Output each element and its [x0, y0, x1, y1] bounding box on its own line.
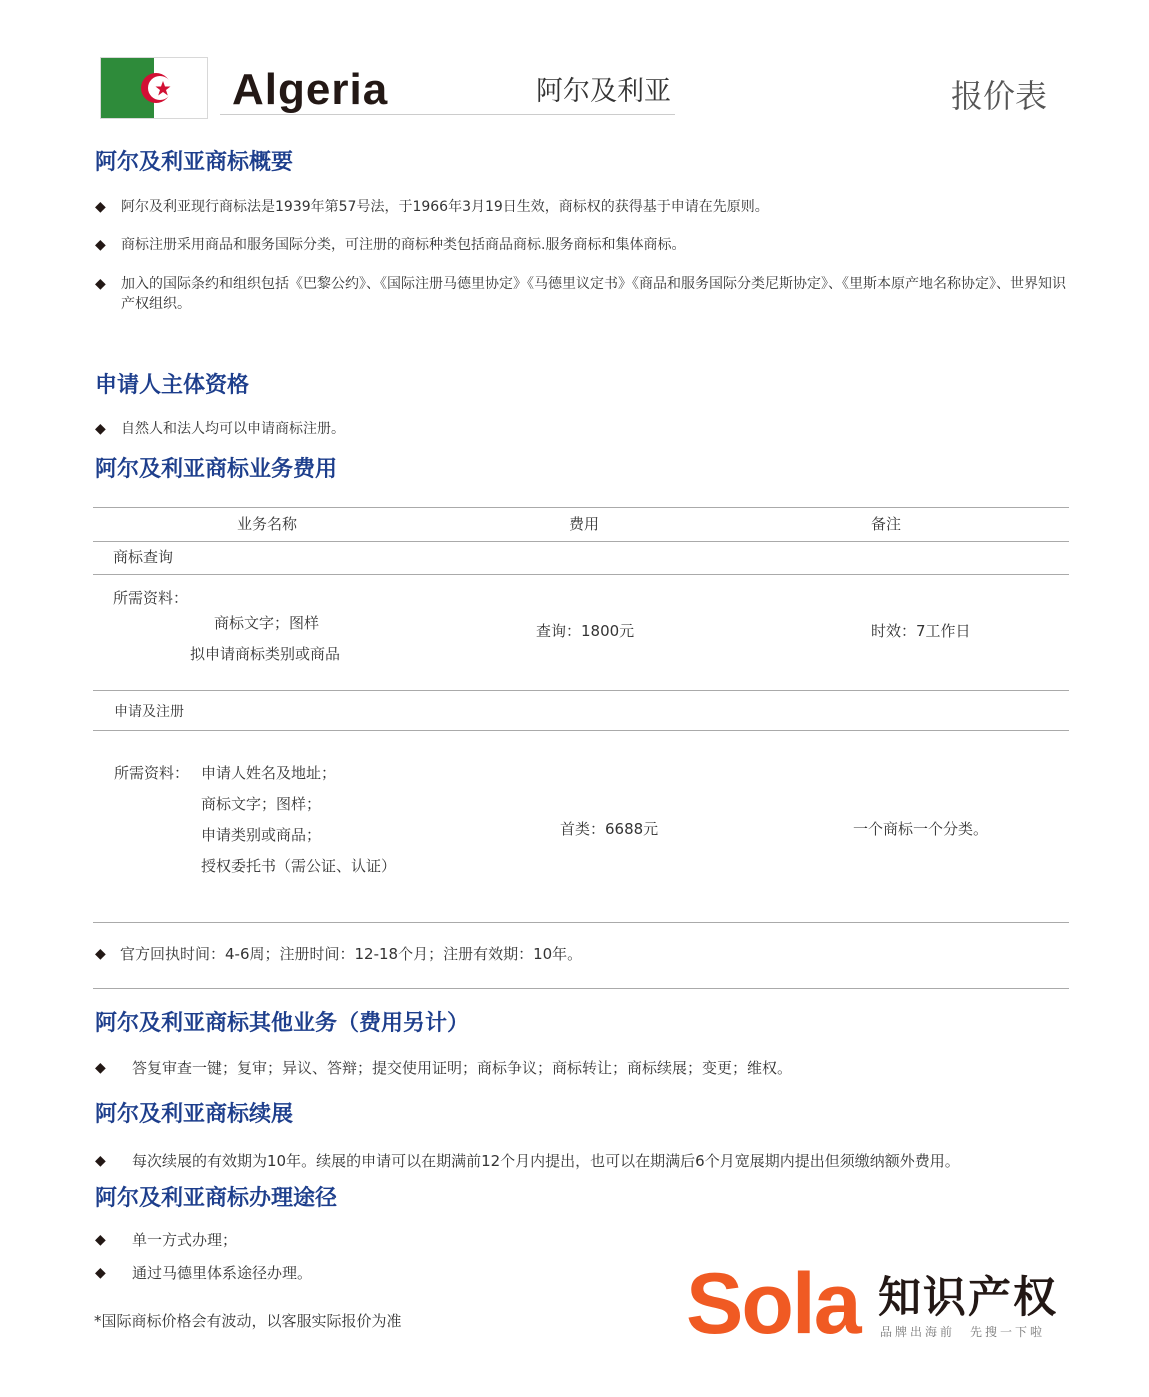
table-top-border [93, 507, 1069, 508]
search-section-title: 商标查询 [113, 548, 174, 566]
renewal-item [95, 1151, 1075, 1171]
routes-item [95, 1230, 1075, 1250]
renewal-heading: 阿尔及利亚商标续展 [95, 1102, 294, 1127]
routes-heading: 阿尔及利亚商标办理途径 [95, 1186, 338, 1211]
table-row-border [93, 730, 1069, 731]
table-header-fee: 费用 [569, 515, 600, 533]
table-header-note: 备注 [871, 515, 902, 533]
search-material-item: 商标文字；图样 [214, 614, 320, 632]
registration-material-item: 商标文字；图样； [201, 795, 322, 813]
logo-wordmark: Sola [686, 1256, 860, 1352]
renewal-text: 每次续展的有效期为10年。续展的申请可以在期满前12个月内提出，也可以在期满后6个月宽展期内提出但须缴纳额外费用。 [132, 1152, 960, 1170]
header-divider [220, 114, 675, 115]
search-note: 时效：7工作日 [871, 622, 971, 640]
bullet-diamond-icon: ◆ [95, 1232, 106, 1248]
timeline-text: 官方回执时间：4-6周；注册时间：12-18个月；注册有效期：10年。 [120, 945, 583, 963]
table-row-border [93, 690, 1069, 691]
document-title: 报价表 [951, 77, 1048, 115]
bullet-diamond-icon: ◆ [95, 946, 106, 962]
overview-item [95, 274, 1070, 314]
overview-item-text: 阿尔及利亚现行商标法是1939年第57号法，于1966年3月19日生效，商标权的获得基于申请在先原则。 [121, 199, 769, 215]
overview-item [95, 197, 1075, 217]
algeria-flag-icon [100, 57, 208, 119]
other-services-item [95, 1058, 1075, 1078]
table-header-border [93, 541, 1069, 542]
country-name-english: Algeria [232, 65, 389, 114]
eligibility-item-text: 自然人和法人均可以申请商标注册。 [121, 421, 345, 437]
timeline-item [95, 944, 1075, 964]
overview-heading: 阿尔及利亚商标概要 [95, 150, 294, 175]
registration-note: 一个商标一个分类。 [853, 820, 989, 838]
table-header-service: 业务名称 [237, 515, 298, 533]
price-disclaimer: *国际商标价格会有波动，以客服实际报价为准 [94, 1312, 402, 1330]
overview-item [95, 235, 1075, 255]
bullet-diamond-icon: ◆ [95, 1060, 106, 1076]
bullet-diamond-icon: ◆ [95, 1265, 106, 1281]
logo-slogan: 品牌出海前 先搜一下啦 [880, 1325, 1046, 1339]
other-services-text: 答复审查一键；复审；异议、答辩；提交使用证明；商标争议；商标转让；商标续展；变更；维权。 [132, 1059, 793, 1077]
bullet-diamond-icon: ◆ [95, 237, 106, 253]
registration-material-item: 授权委托书（需公证、认证） [201, 857, 397, 875]
bullet-diamond-icon: ◆ [95, 276, 106, 292]
bullet-diamond-icon: ◆ [95, 199, 106, 215]
search-materials-label: 所需资料： [113, 589, 189, 607]
table-row-border [93, 574, 1069, 575]
other-services-heading: 阿尔及利亚商标其他业务（费用另计） [95, 1011, 470, 1036]
registration-material-item: 申请类别或商品； [201, 826, 322, 844]
routes-text: 通过马德里体系途径办理。 [132, 1264, 313, 1282]
eligibility-item [95, 419, 1075, 439]
fees-heading: 阿尔及利亚商标业务费用 [95, 457, 338, 482]
registration-material-item: 申请人姓名及地址； [201, 764, 337, 782]
routes-text: 单一方式办理； [132, 1231, 238, 1249]
logo-chinese-text: 知识产权 [878, 1273, 1058, 1323]
search-material-item: 拟申请商标类别或商品 [190, 645, 341, 663]
registration-fee: 首类：6688元 [560, 820, 659, 838]
search-fee: 查询：1800元 [536, 622, 635, 640]
table-row-border [93, 922, 1069, 923]
country-name-chinese: 阿尔及利亚 [536, 76, 671, 107]
bullet-diamond-icon: ◆ [95, 421, 106, 437]
registration-section-title: 申请及注册 [114, 704, 184, 720]
sola-logo [686, 1256, 1076, 1352]
registration-materials-label: 所需资料： [114, 764, 190, 782]
bullet-diamond-icon: ◆ [95, 1153, 106, 1169]
overview-item-text: 商标注册采用商品和服务国际分类，可注册的商标种类包括商品商标.服务商标和集体商标。 [121, 237, 686, 253]
table-bottom-border [93, 988, 1069, 989]
eligibility-heading: 申请人主体资格 [95, 373, 250, 398]
overview-item-text: 加入的国际条约和组织包括《巴黎公约》、《国际注册马德里协定》《马德里议定书》《商品和服务国际分类尼斯协定》、《里斯本原产地名称协定》、世界知识产权组织。 [121, 276, 1066, 312]
